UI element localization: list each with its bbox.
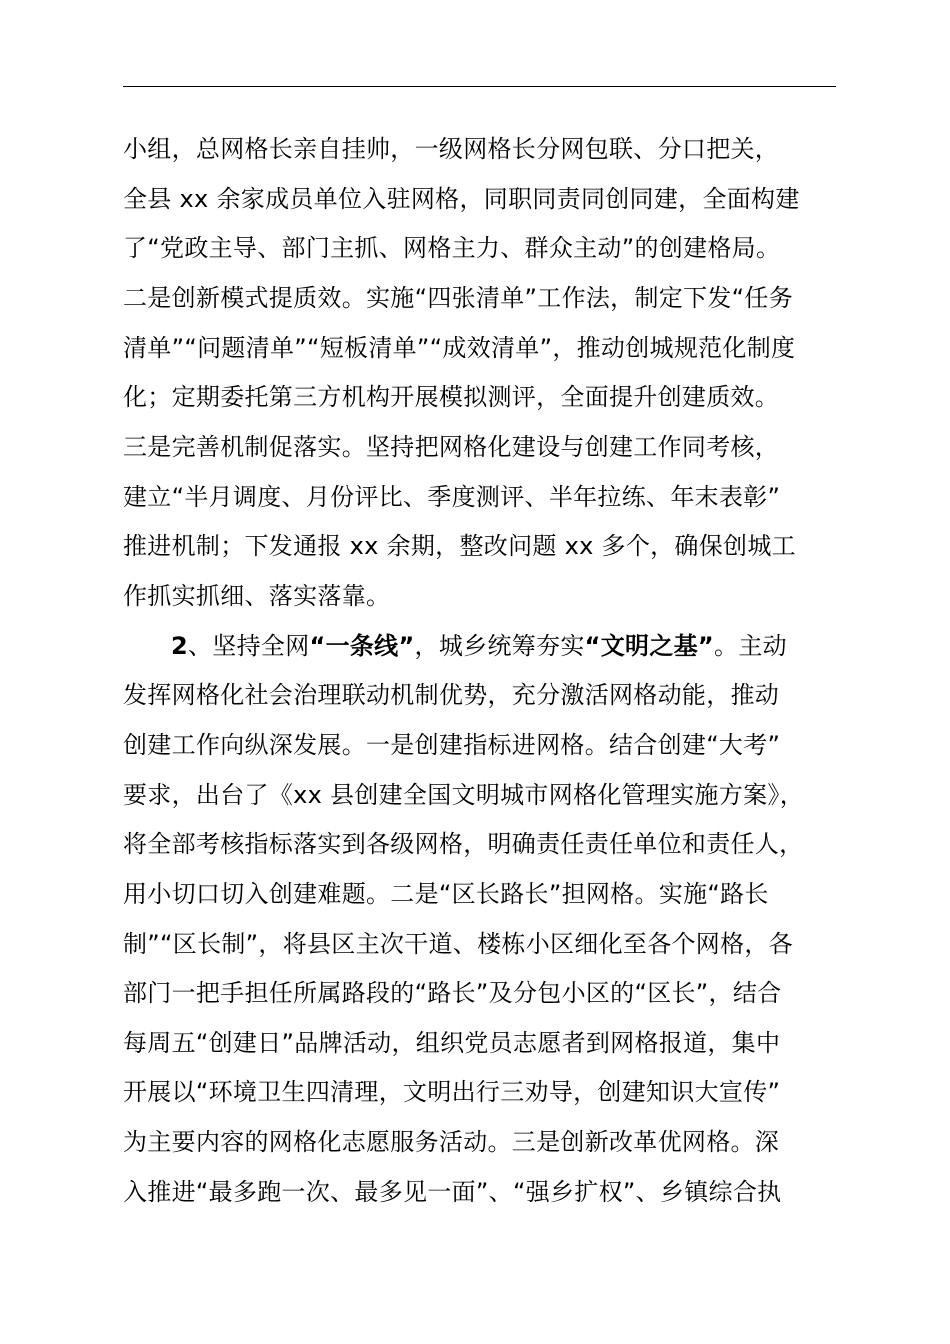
text-line: 化；定期委托第三方机构开展模拟测评，全面提升创建质效。 xyxy=(123,383,780,411)
text-line: 清单”“问题清单”“短板清单”“成效清单”，推动创城规范化制度 xyxy=(123,334,796,362)
text-line: 入推进“最多跑一次、最多见一面”、“强乡扩权”、乡镇综合执 xyxy=(123,1178,782,1206)
heading-quote: “一条线” xyxy=(309,632,415,660)
text-line: 为主要内容的网格化志愿服务活动。三是创新改革优网格。深 xyxy=(123,1128,780,1156)
text-line: 将全部考核指标落实到各级网格，明确责任责任单位和责任人， xyxy=(123,830,804,858)
heading-quote: “文明之基” xyxy=(584,632,715,660)
heading-text: ，城乡统筹夯实 xyxy=(414,632,585,660)
text-line: 作抓实抓细、落实落靠。 xyxy=(123,582,391,610)
header-rule xyxy=(123,86,836,87)
text-line: 推进机制；下发通报 xx 余期，整改问题 xx 多个，确保创城工 xyxy=(123,532,796,560)
text-line: 开展以“环境卫生四清理，文明出行三劝导，创建知识大宣传” xyxy=(123,1078,781,1106)
paragraph-heading xyxy=(171,629,911,663)
text-line: 了“党政主导、部门主抓、网格主力、群众主动”的创建格局。 xyxy=(123,234,781,262)
text-line: 要求，出台了《xx 县创建全国文明城市网格化管理实施方案》， xyxy=(123,781,805,809)
heading-number: 2 xyxy=(171,632,188,660)
text-line: 三是完善机制促落实。坚持把网格化建设与创建工作同考核， xyxy=(123,433,780,461)
text-line: 部门一把手担任所属路段的“路长”及分包小区的“区长”，结合 xyxy=(123,979,782,1007)
text-line: 小组，总网格长亲自挂帅，一级网格长分网包联、分口把关， xyxy=(123,135,780,163)
text-line: 每周五“创建日”品牌活动，组织党员志愿者到网格报道，集中 xyxy=(123,1029,781,1057)
text-line: 建立“半月调度、月份评比、季度测评、半年拉练、年末表彰” xyxy=(123,483,781,511)
text-line: 全县 xx 余家成员单位入驻网格，同职同责同创同建，全面构建 xyxy=(123,185,800,213)
text-line: 创建工作向纵深发展。一是创建指标进网格。结合创建“大考” xyxy=(123,731,781,759)
heading-text: 、坚持全网 xyxy=(188,632,310,660)
text-line: 制”“区长制”，将县区主次干道、楼栋小区细化至各个网格，各 xyxy=(123,930,793,958)
text-line: 二是创新模式提质效。实施“四张清单”工作法，制定下发“任务 xyxy=(123,284,793,312)
heading-text: 。主动 xyxy=(714,632,787,660)
text-line: 发挥网格化社会治理联动机制优势，充分激活网格动能，推动 xyxy=(123,681,780,709)
text-line: 用小切口切入创建难题。二是“区长路长”担网格。实施“路长 xyxy=(123,880,769,908)
